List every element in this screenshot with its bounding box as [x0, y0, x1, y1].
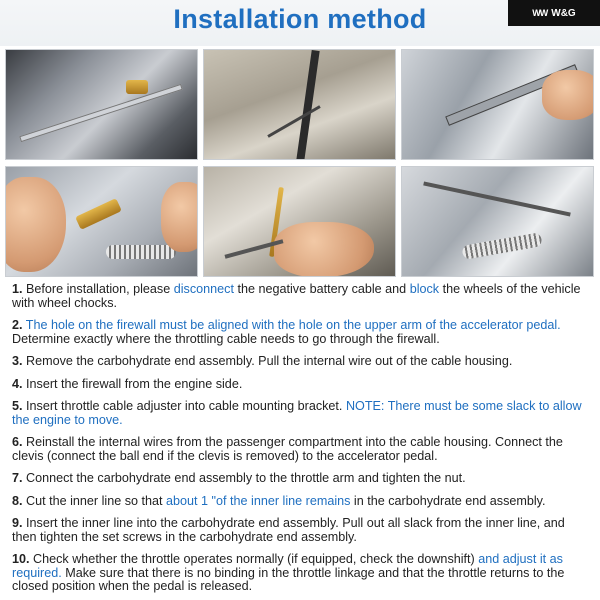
step-text: Make sure that there is no binding in the throttle linkage and that the throttle returns to the closed position when the pedal is released.: [12, 565, 565, 593]
step-number: 8.: [12, 493, 23, 508]
step-text: the negative battery cable and: [233, 282, 410, 296]
brand-logo: [508, 0, 600, 26]
photo-grid: [5, 49, 595, 277]
step-text: the wheels of the vehicle with wheel chocks.: [12, 282, 581, 310]
instruction-step: [12, 517, 592, 544]
step-highlight-text: and adjust it as required.: [12, 552, 563, 580]
step-number: 3.: [12, 354, 23, 368]
step-text: Remove the carbohydrate end assembly. Pull the internal wire out of the cable housing.: [22, 354, 513, 368]
step-text: Check whether the throttle operates normally (if equipped, check the downshift): [29, 552, 479, 566]
step-text: Before installation, please: [22, 282, 174, 296]
logo-mark-icon: WW: [532, 8, 548, 18]
instruction-step: [12, 378, 592, 392]
wrench-carburetor-photo: [401, 49, 594, 160]
step-text: Insert the inner line into the carbohydrate end assembly. Pull out all slack from the inner line, and then tighten the set screws in the carbohydrate end assembly.: [12, 516, 565, 544]
instruction-step: [12, 436, 592, 463]
step-text: Connect the carbohydrate end assembly to the throttle arm and tighten the nut.: [22, 471, 466, 485]
step-number: 7.: [12, 471, 23, 485]
throttle-linkage-photo: [401, 166, 594, 277]
step-number: 6.: [12, 435, 23, 449]
instruction-step: [12, 400, 592, 427]
step-number: 2.: [12, 318, 23, 332]
instruction-step: [12, 319, 592, 346]
instruction-step: [12, 495, 592, 509]
step-text: Reinstall the internal wires from the passenger compartment into the cable housing. Connect the clevis (connect the ball end if the clevis is removed) to the accelerator pedal.: [12, 435, 563, 463]
step-highlight-text: disconnect: [173, 282, 234, 296]
page-title: Installation method: [173, 4, 427, 34]
step-number: 5.: [12, 399, 23, 413]
page-header: [0, 0, 600, 46]
step-text: Cut the inner line so that: [22, 493, 167, 508]
instruction-step: [12, 355, 592, 369]
hex-key-clevis-photo: [203, 166, 396, 277]
instruction-step: [12, 283, 592, 310]
step-highlight-text: The hole on the firewall must be aligned with the hole on the upper arm of the accelerator pedal.: [22, 318, 561, 332]
firewall-pedal-photo: [203, 49, 396, 160]
step-highlight-text: about 1 "of the inner line remains: [166, 493, 351, 508]
instruction-step: [12, 472, 592, 486]
step-number: 4.: [12, 376, 23, 391]
step-text: in the carbohydrate end assembly.: [350, 493, 546, 508]
step-highlight-text: NOTE: There must be some slack to allow the engine to move.: [12, 399, 582, 427]
logo-text: W&G: [551, 7, 576, 19]
instruction-list: [12, 283, 592, 600]
step-text: Insert throttle cable adjuster into cable mounting bracket.: [22, 399, 346, 413]
instruction-step: [12, 553, 592, 594]
step-highlight-text: block: [409, 282, 440, 296]
cable-adjuster-photo: [5, 166, 198, 277]
step-text: Determine exactly where the throttling cable needs to go through the firewall.: [12, 331, 440, 346]
step-number: 10.: [12, 552, 30, 566]
step-text: Insert the firewall from the engine side.: [22, 376, 243, 391]
step-number: 1.: [12, 282, 23, 296]
step-number: 9.: [12, 516, 23, 530]
braided-cable-photo: [5, 49, 198, 160]
